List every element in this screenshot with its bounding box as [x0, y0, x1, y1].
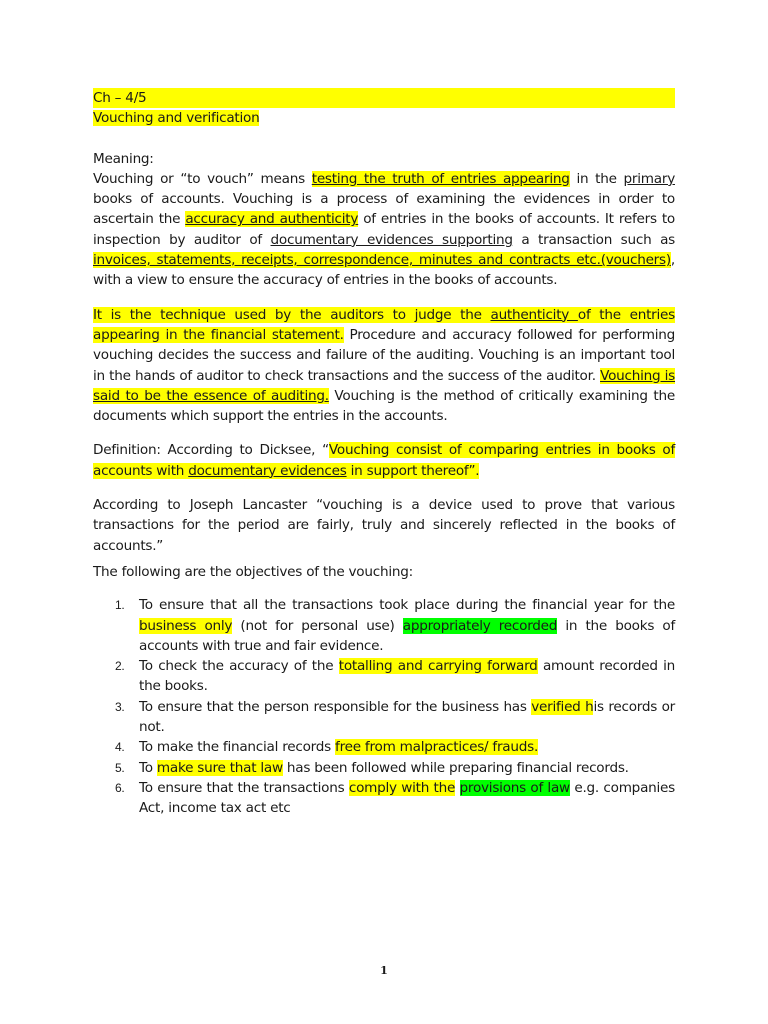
text-run: To make the financial records	[139, 739, 336, 756]
highlight: verified h	[531, 698, 594, 715]
highlight: documentary evidences	[188, 462, 347, 479]
highlight: business only	[139, 617, 233, 634]
meaning-paragraph-2	[93, 305, 675, 427]
highlight: totalling and carrying forward	[338, 658, 538, 675]
definition-paragraph	[93, 440, 675, 481]
text-run: Procedure and accuracy followed for performing vouching decides the success and failure of the auditing. Vouching is an important tool in the hands of auditor to check transactions and the success of the auditor.	[93, 326, 675, 384]
highlight: testing the truth of entries appearing	[311, 170, 570, 187]
lancaster-paragraph: According to Joseph Lancaster “vouching is a device used to prove that various transactions for the period are fairly, truly and sincerely reflected in the books of accounts.”	[93, 497, 675, 554]
document-title	[93, 108, 675, 128]
text-run: To	[139, 759, 157, 776]
underline: documentary evidences supporting	[270, 231, 513, 248]
text-run: amount recorded in the books.	[139, 658, 675, 695]
list-number: 6.	[115, 780, 125, 795]
text-run: Vouching is the method of critically examining the documents which support the entries in the accounts.	[93, 387, 675, 425]
objectives-intro: The following are the objectives of the vouching:	[93, 563, 413, 580]
text-run: a transaction such as	[512, 231, 675, 248]
highlight-green: provisions of law	[459, 779, 570, 796]
list-number: 3.	[115, 699, 125, 714]
list-number: 4.	[115, 740, 125, 755]
text-run: To ensure that the person responsible for the business has	[139, 698, 532, 715]
highlight-green: appropriately recorded	[402, 617, 558, 634]
chapter-heading	[93, 88, 675, 108]
text-run: in the	[569, 170, 624, 187]
highlight: Vouching consist of comparing entries in books of accounts with	[93, 442, 675, 479]
text-run: books of accounts. Vouching is a process of examining the evidences in order to ascertain the	[93, 191, 675, 228]
list-item	[93, 737, 675, 757]
list-item	[93, 758, 675, 778]
text-run: To ensure that the transactions	[139, 779, 349, 796]
text-run: is records or not.	[139, 698, 675, 736]
highlight: free from malpractices/ frauds.	[335, 739, 539, 756]
objectives-list	[93, 595, 675, 818]
text-run: (not for personal use)	[232, 617, 403, 634]
text-run	[455, 780, 459, 796]
highlight: authenticity	[490, 306, 578, 323]
list-number: 5.	[115, 760, 125, 775]
chapter-number: Ch – 4/5	[93, 88, 675, 108]
text-run: Definition: According to Dicksee, “	[93, 442, 329, 459]
page-number: 1	[380, 964, 388, 977]
title-text: Vouching and verification	[93, 110, 260, 127]
highlight: in support thereof”.	[346, 462, 480, 479]
list-item	[93, 595, 675, 656]
text-run: To check the accuracy of the	[139, 658, 339, 675]
highlight: make sure that law	[156, 759, 283, 776]
highlight: invoices, statements, receipts, correspondence, minutes and contracts etc.(vouchers)	[93, 252, 671, 269]
text-run: of entries in the books of accounts. It refers to inspection by auditor of	[93, 211, 675, 248]
meaning-paragraph-1	[93, 169, 675, 291]
text-run: has been followed while preparing financial records.	[282, 759, 629, 776]
meaning-heading: Meaning:	[93, 150, 154, 167]
text-run: in the books of accounts with true and fair evidence.	[139, 617, 675, 654]
highlight: of the entries appearing in the financial statement.	[93, 306, 675, 343]
text-run: Vouching or “to vouch” means	[93, 170, 312, 187]
list-number: 1.	[115, 598, 125, 613]
list-item	[93, 656, 675, 697]
list-number: 2.	[115, 659, 125, 674]
text-run: e.g. companies Act, income tax act etc	[139, 779, 675, 817]
highlight: accuracy and authenticity	[185, 211, 359, 228]
list-item	[93, 697, 675, 738]
highlight: It is the technique used by the auditors to judge the	[93, 306, 491, 323]
text-run: , with a view to ensure the accuracy of entries in the books of accounts.	[93, 252, 675, 289]
highlight: Vouching is said to be the essence of auditing.	[93, 367, 676, 404]
document-body	[93, 88, 675, 819]
underline: primary	[623, 170, 675, 187]
text-run: To ensure that all the transactions took place during the financial year for the	[139, 597, 675, 614]
highlight: comply with the	[348, 779, 456, 796]
list-item	[93, 778, 675, 819]
